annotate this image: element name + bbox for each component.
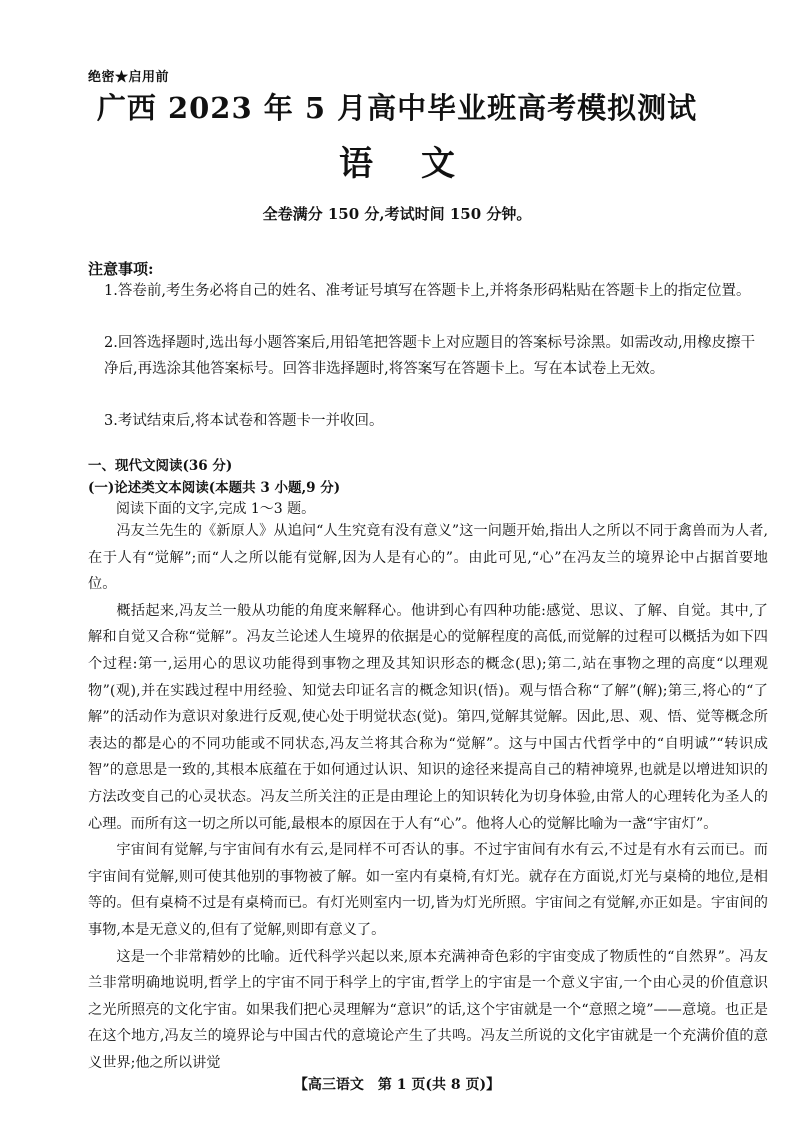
exam-title: 广西 2023 年 5 月高中毕业班高考模拟测试	[96, 91, 698, 125]
section-heading: 一、现代文阅读(36 分)	[88, 458, 233, 474]
paragraph-1: 冯友兰先生的《新原人》从追问“人生究竟有没有意义”这一问题开始,指出人之所以不同于禽兽而为人者,在于人有“觉解”;而“人之所以能有觉解,因为人是有心的”。由此可见,“心”在冯友兰的境界论中占据首要地位。	[88, 523, 768, 593]
score-line: 全卷满分 150 分,考试时间 150 分钟。	[262, 205, 532, 223]
paragraph-3: 宇宙间有觉解,与宇宙间有水有云,是同样不可否认的事。不过宇宙间有水有云,不过是有水有云而已。而宇宙间有觉解,则可使其他别的事物被了解。如一室内有桌椅,有灯光。就存在方面说,灯光与桌椅的地位,是相等的。但有桌椅不过是有桌椅而已。有灯光则室内一切,皆为灯光所照。宇宙间之有觉解,亦正如是。宇宙间的事物,本是无意义的,但有了觉解,则即有意义了。	[88, 842, 768, 938]
notice-item-3: 3.考试结束后,将本试卷和答题卡一并收回。	[104, 413, 384, 429]
paragraph-4: 这是一个非常精妙的比喻。近代科学兴起以来,原本充满神奇色彩的宇宙变成了物质性的“自然界”。冯友兰非常明确地说明,哲学上的宇宙不同于科学上的宇宙,哲学上的宇宙是一个意义宇宙,一个由心灵的价值意识之光所照亮的文化宇宙。如果我们把心灵理解为“意识”的话,这个宇宙就是一个“意照之境”——意境。也正是在这个地方,冯友兰的境界论与中国古代的意境论产生了共鸣。冯友兰所说的文化宇宙就是一个充满价值的意义世界;他之所以讲觉	[88, 948, 768, 1071]
paragraph-2: 概括起来,冯友兰一般从功能的角度来解释心。他讲到心有四种功能:感觉、思议、了解、自觉。其中,了解和自觉又合称“觉解”。冯友兰论述人生境界的依据是心的觉解程度的高低,而觉解的过程可以概括为如下四个过程:第一,运用心的思议功能得到事物之理及其知识形态的概念(思);第二,站在事物之理的高度“以理观物”(观),并在实践过程中用经验、知觉去印证名言的概念知识(悟)。观与悟合称“了解”(解);第三,将心的“了解”的活动作为意识对象进行反观,使心处于明觉状态(觉)。第四,觉解其觉解。因此,思、观、悟、觉等概念所表达的都是心的不同功能或不同状态,冯友兰将其合称为“觉解”。这与中国古代哲学中的“自明诚”“转识成智”的意思是一致的,其根本底蕴在于如何通过认识、知识的途径来提高自己的精神境界,也就是以增进知识的方法改变自己的心灵状态。冯友兰所关注的正是由理论上的知识转化为切身体验,由常人的心理转化为圣人的心理。而所有这一切之所以可能,最根本的原因在于人有“心”。他将人心的觉解比喻为一盏“宇宙灯”。	[88, 602, 768, 832]
confidential-mark: 绝密★启用前	[88, 70, 170, 85]
reading-instruction: 阅读下面的文字,完成 1～3 题。	[116, 501, 316, 517]
page-footer: 【高三语文 第 1 页(共 8 页)】	[293, 1077, 501, 1093]
notice-item-1: 1.答卷前,考生务必将自己的姓名、准考证号填写在答题卡上,并将条形码粘贴在答题卡上的指定位置。	[104, 283, 751, 299]
subject-title: 语文	[339, 144, 503, 184]
notice-item-2: 2.回答选择题时,选出每小题答案后,用铅笔把答题卡上对应题目的答案标号涂黑。如需改动,用橡皮擦干净后,再选涂其他答案标号。回答非选择题时,将答案写在答题卡上。写在本试卷上无效。	[104, 335, 756, 377]
article-body	[88, 518, 768, 1076]
notice-heading: 注意事项:	[88, 260, 154, 278]
subsection-heading: (一)论述类文本阅读(本题共 3 小题,9 分)	[88, 480, 341, 496]
